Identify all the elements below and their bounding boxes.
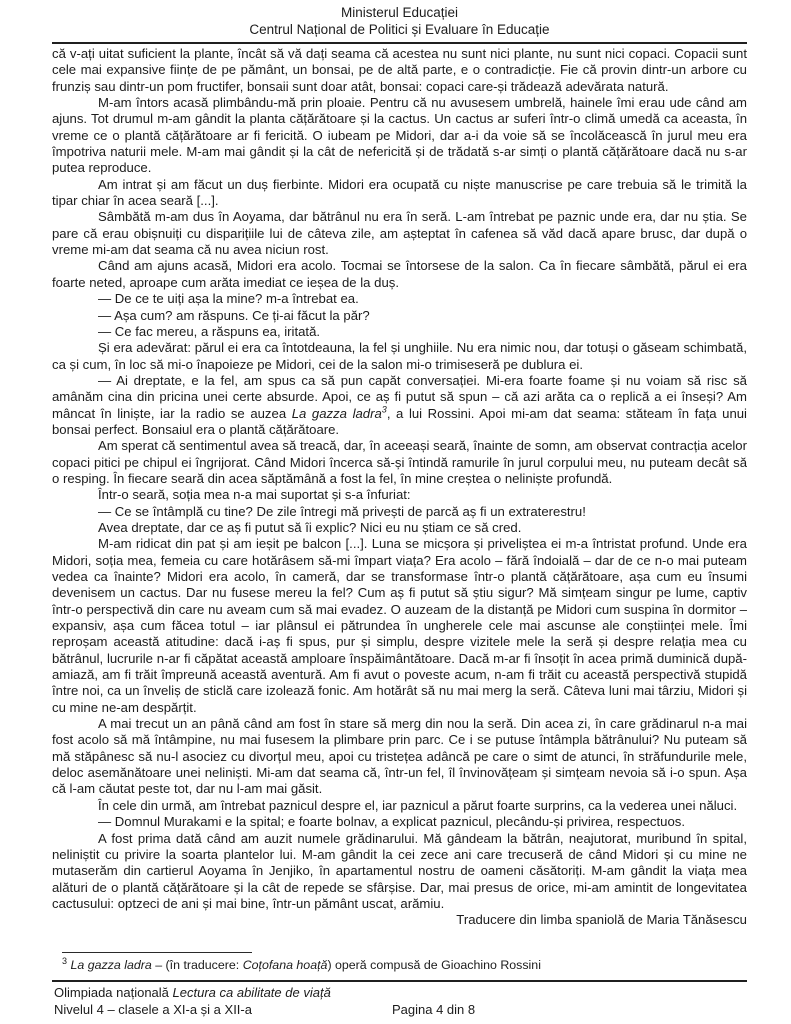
text-segment: Coțofana hoață xyxy=(242,958,328,972)
paragraph xyxy=(52,46,747,95)
footer-page-number: Pagina 4 din 8 xyxy=(392,1001,476,1017)
footer-olympiad-title xyxy=(54,985,747,1002)
paragraph xyxy=(52,340,747,373)
header-center: Centrul Național de Politici și Evaluare în Educație xyxy=(249,21,550,37)
paragraph xyxy=(52,373,747,438)
paragraph xyxy=(52,716,747,798)
page-header xyxy=(52,5,747,44)
footnote-text xyxy=(62,955,747,973)
footer-level-label: Nivelul 4 – clasele a XI-a și a XII-a xyxy=(54,1001,252,1017)
paragraph xyxy=(52,438,747,487)
text-segment: — Așa cum? am răspuns. Ce ți-ai făcut la păr? xyxy=(98,307,370,323)
text-segment: Sâmbătă m-am dus în Aoyama, dar bătrânul nu era în seră. L-am întrebat pe paznic unde era, dar nu știa. Se pare că erau obișnuiți cu disparițiile lui de câteva zile, am așteptat în cafenea să văd dacă apare brusc, dar după o vreme mi-am dat seama că nu avea niciun rost. xyxy=(52,209,747,258)
text-segment: M-am întors acasă plimbându-mă prin ploaie. Pentru că nu avusesem umbrelă, hainele îmi erau ude când am ajuns. Tot drumul m-am gândit la planta cățărătoare și la cactus. Un cactus ar suferi într-o climă umedă ca aceasta, în vreme ce o plantă cățărătoare ar fi fericită. O iubeam pe Midori, dar a-i da voie să se încolăcească în jurul meu era împotriva naturii mele. M-am mai gândit și la cât de nefericită și de trădată s-ar simți o plantă cățărătoare dacă nu s-ar putea reproduce. xyxy=(52,95,747,176)
paragraph xyxy=(52,912,747,928)
text-segment: ) operă compusă de Gioachino Rossini xyxy=(327,958,541,972)
text-segment: Am intrat și am făcut un duș fierbinte. Midori era ocupată cu niște manuscrise pe care trebuia să le trimită la tipar chiar în acea seară [...]. xyxy=(52,176,747,209)
text-segment: Într-o seară, soția mea n-a mai suportat și s-a înfuriat: xyxy=(98,487,411,503)
paragraph xyxy=(52,258,747,291)
text-segment: — Ce fac mereu, a răspuns ea, iritată. xyxy=(98,323,321,339)
text-segment: Când am ajuns acasă, Midori era acolo. Tocmai se întorsese de la salon. Ca în fiecare sâmbătă, părul ei era foarte neted, aproape cum arăta imediat ce ieșea de la duș. xyxy=(52,258,747,290)
paragraph xyxy=(52,798,747,814)
text-segment: În cele din urmă, am întrebat paznicul despre el, iar paznicul a părut foarte surprins, ca la vederea unei năluci. xyxy=(98,797,738,813)
text-segment: — De ce te uiți așa la mine? m-a întrebat ea. xyxy=(98,291,359,307)
paragraph xyxy=(52,520,747,536)
paragraph xyxy=(52,291,747,307)
paragraph xyxy=(52,177,747,210)
paragraph xyxy=(52,487,747,503)
text-segment: — Ai dreptate, e la fel, am spus ca să pun capăt conversației. Mi-era foarte foame și nu voiam să risc să amânăm cina din pricina unei certe absurde. Apoi, ce aș fi putut să spun – că azi arăta ca o replică a ei înseși? Am mâncat în liniște, iar la radio se auzea xyxy=(52,372,747,421)
text-segment: Lectura ca abilitate de viață xyxy=(172,985,331,1000)
text-segment: A mai trecut un an până când am fost în stare să merg din nou la seră. Din acea zi, în care grădinarul n-a mai fost acolo să mă întâmpine, nu mai fusesem la plimbare prin parc. Ce i se putuse întâmpla bătrânului? Nu puteam să mă stăpânesc să nu-l asociez cu divorțul meu, apoi cu tristețea adâncă pe care o simt de atunci, în străfundurile mele, deloc asemănătoare unei neliniști. Mi-am dat seama că, într-un fel, îl învinovățeam și simțeam nevoia să i-o spun. Așa că l-am căutat peste tot, dar nu l-am mai găsit. xyxy=(52,716,747,797)
text-segment: Olimpiada națională xyxy=(54,985,173,1000)
footnote-divider xyxy=(62,952,252,953)
paragraph xyxy=(52,814,747,830)
paragraph xyxy=(52,209,747,258)
header-ministry: Ministerul Educației xyxy=(340,5,459,20)
footer-row xyxy=(54,1002,747,1019)
page-footer xyxy=(52,980,747,1024)
text-segment: La gazza ladra xyxy=(70,958,152,972)
text-segment: , a lui Rossini. Apoi mi-am dat seama: stăteam în fața unui bonsai perfect. Bonsaiul era o plantă cățărătoare. xyxy=(52,405,747,437)
footnote xyxy=(52,952,747,973)
text-segment: Avea dreptate, dar ce aș fi putut să îi explic? Nici eu nu știam ce să cred. xyxy=(98,519,522,535)
paragraph xyxy=(52,831,747,913)
text-segment: — Ce se întâmplă cu tine? De zile întregi mă privești de parcă aș fi un extraterestru! xyxy=(98,503,586,519)
text-segment: Și era adevărat: părul ei era ca întotdeauna, la fel și unghiile. Nu era nimic nou, dar totuși o găseam schimbată, ca și cum, în loc să mi-o înapoieze pe Midori, cei de la salon mi-o trimiseseră pe dublura ei. xyxy=(52,340,747,372)
paragraph xyxy=(52,504,747,520)
body-text xyxy=(52,44,747,952)
text-segment: Traducere din limba spaniolă de Maria Tănăsescu xyxy=(456,912,747,928)
text-segment: M-am ridicat din pat și am ieșit pe balcon [...]. Luna se micșora și priveliștea ei m-a întristat profund. Unde era Midori, soția mea, femeia cu care hotărâsem să-mi împart viața? Era acolo – fără îndoială – dar de ce n-o mai puteam vedea ca înainte? Midori era acolo, în cameră, dar se transformase într-o plantă cățărătoare, așa cum eu însumi devenisem un cactus. Dar nu fusese mereu la fel? Cum aș fi putut să știu sigur? Mă simțeam singur pe lume, captiv într-o perspectivă din care nu aveam cum să mai evadez. O auzeam de la distanță pe Midori cum suspina în dormitor – expansiv, așa cum făcea totul – iar plânsul ei pătrundea în ungherele cele mai ascunse ale conștiinței mele. Îmi reproșam această atitudine: dacă i-aș fi spus, pur și simplu, despre vizitele mele la seră și despre relația mea cu bătrânul, lucrurile n-ar fi căpătat această amploare înspăimântătoare. Dacă m-ar fi însoțit în acea primă duminică după-amiază, am fi trăit împreună această aventură. Am fi avut o poveste acum, n-am fi trăit cu această perspectivă stupidă între noi, ca un înveliș de sticlă care izolează fonic. Am hotărât să nu mai merg la seră. Câteva luni mai târziu, Midori și cu mine ne-am despărțit. xyxy=(52,536,747,715)
text-segment: A fost prima dată când am auzit numele grădinarului. Mă gândeam la bătrân, neajutorat, muribund în spital, neliniștit cu privire la soarta plantelor lui. M-am gândit la cei zece ani care trecuseră de când Midori și cu mine ne mutaserăm din cartierul Aoyama în Jenjiko, în apartamentul nostru de oameni căsătoriți. M-am gândit la viața mea alături de o plantă cățărătoare și la cât de repede se sfârșise. Dar, mai presus de orice, mi-am amintit de longevitatea cactusului: optzeci de ani și mai bine, într-un pământ uscat, arămiu. xyxy=(52,830,747,911)
text-segment: — Domnul Murakami e la spital; e foarte bolnav, a explicat paznicul, plecându-și privirea, respectuos. xyxy=(98,814,685,830)
text-segment: 3 xyxy=(62,955,68,966)
paragraph xyxy=(52,324,747,340)
text-segment: Am sperat că sentimentul avea să treacă, dar, în aceeași seară, înainte de somn, am observat contracția acelor copaci pitici pe chipul ei îngrijorat. Când Midori încerca să-și întindă ramurile în jurul corpului meu, nu puteam decât să o resping. În fiecare seară din acea săptămână a fost la fel, în mine creștea o neliniște profundă. xyxy=(52,438,747,486)
text-segment: – (în traducere: xyxy=(151,958,243,972)
text-segment: La gazza ladra xyxy=(291,405,382,421)
paragraph xyxy=(52,308,747,324)
text-segment: 3 xyxy=(381,404,387,415)
paragraph xyxy=(52,536,747,716)
paragraph xyxy=(52,95,747,177)
text-segment: că v-ați uitat suficient la plante, încât să vă dați seama că acestea nu sunt nici plante, nu sunt nici copaci. Copacii sunt cele mai expansive ființe de pe pământ, un bonsai, pe de altă parte, e o contradicție. Fie că provin dintr-un arbore cu frunziș sau dintr-un pom fructifer, bonsaii sunt doar atât, bonsai: copaci care-și trădează adevărata natură. xyxy=(52,46,747,94)
